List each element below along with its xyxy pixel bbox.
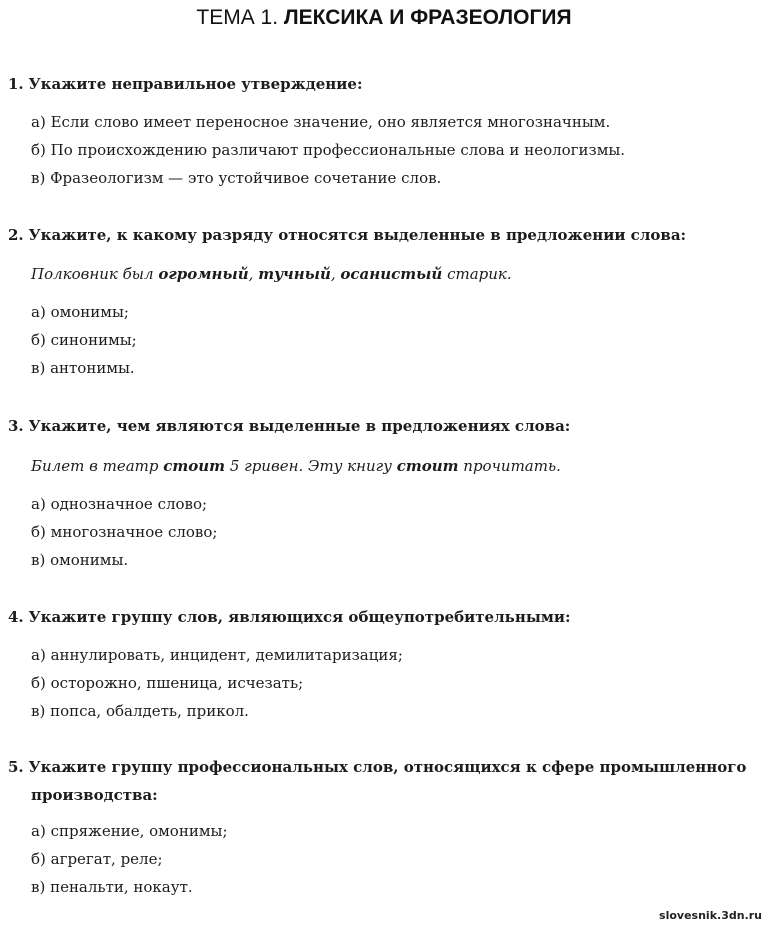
question-number: 2. <box>8 226 24 244</box>
question-text: Укажите, чем являются выделенные в предложениях слова: <box>28 417 571 435</box>
question-1 <box>8 74 760 94</box>
option-c: в) антонимы. <box>31 359 135 377</box>
option-b: б) синонимы; <box>31 331 137 349</box>
question-2 <box>8 225 760 245</box>
question-text: Укажите неправильное утверждение: <box>28 75 363 93</box>
question-4 <box>8 607 760 627</box>
question-text: Укажите группу профессиональных слов, относящихся к сфере промышленного <box>28 758 747 776</box>
question-text: Укажите, к какому разряду относятся выделенные в предложении слова: <box>28 226 687 244</box>
option-c: в) Фразеологизм — это устойчивое сочетание слов. <box>31 169 442 187</box>
example-sentence <box>31 265 512 283</box>
example-sentence <box>31 457 561 475</box>
question-5 <box>8 757 760 777</box>
title-main: ЛЕКСИКА И ФРАЗЕОЛОГИЯ <box>283 6 572 29</box>
example-text: , <box>330 265 341 283</box>
highlighted-word: осанистый <box>340 265 443 283</box>
example-text: прочитать. <box>458 457 561 475</box>
option-b: б) осторожно, пшеница, исчезать; <box>31 674 304 692</box>
example-text: , <box>248 265 259 283</box>
question-number: 4. <box>8 608 24 626</box>
highlighted-word: тучный <box>258 265 331 283</box>
title-prefix: ТЕМА 1. <box>196 6 279 29</box>
option-c: в) пенальти, нокаут. <box>31 878 193 896</box>
question-number: 1. <box>8 75 24 93</box>
option-a: а) спряжение, омонимы; <box>31 822 228 840</box>
option-b: б) агрегат, реле; <box>31 850 163 868</box>
page-title <box>0 6 768 30</box>
highlighted-word: стоит <box>163 457 226 475</box>
example-text: 5 гривен. Эту книгу <box>225 457 397 475</box>
option-c: в) попса, обалдеть, прикол. <box>31 702 249 720</box>
question-3 <box>8 416 760 436</box>
question-text: Укажите группу слов, являющихся общеупотребительными: <box>28 608 571 626</box>
option-a: а) Если слово имеет переносное значение, оно является многозначным. <box>31 113 611 131</box>
question-text-continued <box>31 785 751 805</box>
example-text: Билет в театр <box>31 457 164 475</box>
example-text: Полковник был <box>31 265 159 283</box>
question-text: производства: <box>31 786 158 804</box>
highlighted-word: огромный <box>158 265 249 283</box>
question-number: 5. <box>8 758 24 776</box>
option-b: б) По происхождению различают профессиональные слова и неологизмы. <box>31 141 626 159</box>
option-a: а) аннулировать, инцидент, демилитаризация; <box>31 646 403 664</box>
example-text: старик. <box>442 265 512 283</box>
highlighted-word: стоит <box>396 457 459 475</box>
option-b: б) многозначное слово; <box>31 523 218 541</box>
option-a: а) однозначное слово; <box>31 495 208 513</box>
option-c: в) омонимы. <box>31 551 129 569</box>
watermark: slovesnik.3dn.ru <box>659 909 762 922</box>
question-number: 3. <box>8 417 24 435</box>
option-a: а) омонимы; <box>31 303 129 321</box>
